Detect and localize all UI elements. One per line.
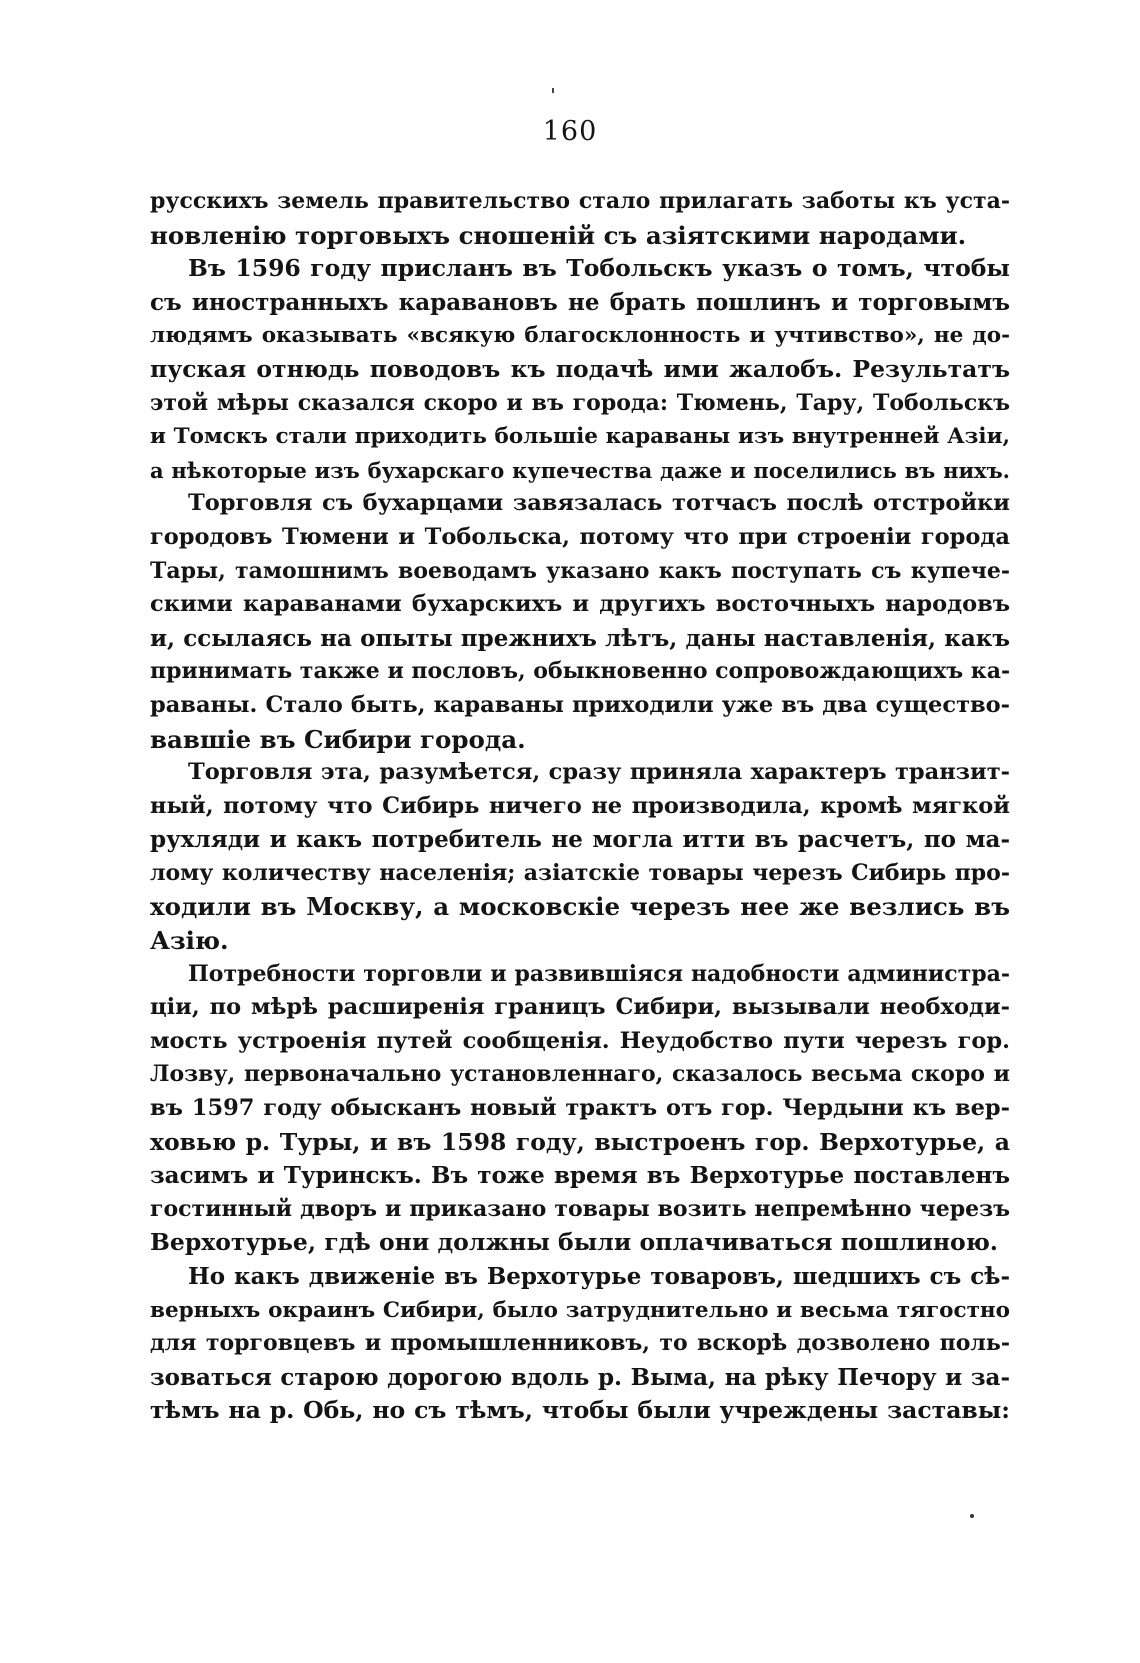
- page-number: 160: [542, 116, 598, 147]
- text-line: ный, потому что Сибирь ничего не производила, кромѣ мягкой: [150, 792, 1010, 819]
- scan-speck: [970, 1514, 974, 1518]
- text-line: тѣмъ на р. Обь, но съ тѣмъ, чтобы были учреждены заставы:: [150, 1396, 1010, 1425]
- text-line: Въ 1596 году присланъ въ Тобольскъ указъ о томъ, чтобы: [188, 254, 1010, 283]
- text-line: верныхъ окраинъ Сибири, было затруднительно и весьма тягостно: [150, 1297, 1010, 1323]
- text-line: Тары, тамошнимъ воеводамъ указано какъ поступать съ купече-: [150, 557, 1010, 584]
- text-line: Потребности торговли и развившiяся надобности администра-: [188, 960, 1010, 987]
- text-line: рухляди и какъ потребитель не могла итти въ расчетъ, по ма-: [150, 826, 1010, 854]
- paragraph: [150, 756, 1010, 958]
- text-line: съ иностранныхъ каравановъ не брать пошлинъ и торговымъ: [150, 288, 1010, 316]
- paragraph: [150, 252, 1010, 487]
- text-line: Верхотурье, гдѣ они должны были оплачиваться пошлиною.: [150, 1228, 998, 1257]
- page-body: [150, 185, 1010, 1428]
- text-line: засимъ и Туринскъ. Въ тоже время въ Верхотурье поставленъ: [150, 1162, 1010, 1190]
- text-line: Но какъ движенiе въ Верхотурье товаровъ, шедшихъ съ сѣ-: [188, 1263, 1010, 1290]
- text-line: а нѣкоторые изъ бухарскаго купечества даже и поселились въ нихъ.: [150, 457, 1010, 483]
- text-line: Лозву, первоначально установленнаго, сказалось весьма скоро и: [150, 1061, 1010, 1088]
- text-line: принимать также и пословъ, обыкновенно сопровождающихъ ка-: [150, 658, 1010, 685]
- text-line: пуская отнюдь поводовъ къ подачѣ ими жалобъ. Результатъ: [150, 354, 1010, 383]
- text-line: ховью р. Туры, и въ 1598 году, выстроенъ гор. Верхотурье, а: [150, 1127, 1010, 1156]
- text-line: Торговля съ бухарцами завязалась тотчасъ послѣ отстройки: [188, 490, 1010, 517]
- text-line: для торговцевъ и промышленниковъ, то вскорѣ дозволено поль-: [150, 1330, 1010, 1357]
- text-line: ходили въ Москву, а московскiе черезъ нее же везлись въ: [150, 892, 1010, 922]
- text-line: вавшiе въ Сибири города.: [150, 724, 526, 754]
- text-line: лому количеству населенiя; азiатскiе товары черезъ Сибирь про-: [150, 859, 1010, 886]
- text-line: новленiю торговыхъ сношенiй съ азiятскими народами.: [150, 220, 967, 250]
- text-line: гостинный дворъ и приказано товары возить непремѣнно черезъ: [150, 1195, 1010, 1222]
- text-line: скими караванами бухарскихъ и другихъ восточныхъ народовъ: [150, 591, 1010, 618]
- text-line: раваны. Стало быть, караваны приходили уже въ два существо-: [150, 691, 1010, 718]
- text-line: и, ссылаясь на опыты прежнихъ лѣтъ, даны наставленiя, какъ: [150, 624, 1010, 652]
- paragraph: [150, 185, 1010, 252]
- paragraph: [150, 487, 1010, 756]
- text-line: и Томскъ стали приходить большiе караваны изъ внутренней Азiи,: [150, 424, 1010, 450]
- text-line: мость устроенiя путей сообщенiя. Неудобство пути черезъ гор.: [150, 1027, 1010, 1054]
- text-line: зоваться старою дорогою вдоль р. Выма, на рѣку Печору и за-: [150, 1363, 1010, 1391]
- text-line: людямъ оказывать «всякую благосклонность и учтивство», не до-: [150, 323, 1010, 349]
- paragraph: [150, 958, 1010, 1260]
- scan-speck: [552, 88, 554, 93]
- text-line: въ 1597 году обысканъ новый трактъ отъ гор. Чердыни къ вер-: [150, 1095, 1010, 1122]
- text-line: Азiю.: [150, 926, 229, 956]
- text-line: этой мѣры сказался скоро и въ города: Тюмень, Тару, Тобольскъ: [150, 389, 1010, 416]
- paragraph: [150, 1260, 1010, 1428]
- text-line: цiи, по мѣрѣ расширенiя границъ Сибири, вызывали необходи-: [150, 994, 1010, 1021]
- text-line: русскихъ земель правительство стало прилагать заботы къ уста-: [150, 188, 1010, 214]
- text-line: городовъ Тюмени и Тобольска, потому что при строенiи города: [150, 523, 1010, 550]
- text-line: Торговля эта, разумѣется, сразу приняла характеръ транзит-: [188, 759, 1010, 786]
